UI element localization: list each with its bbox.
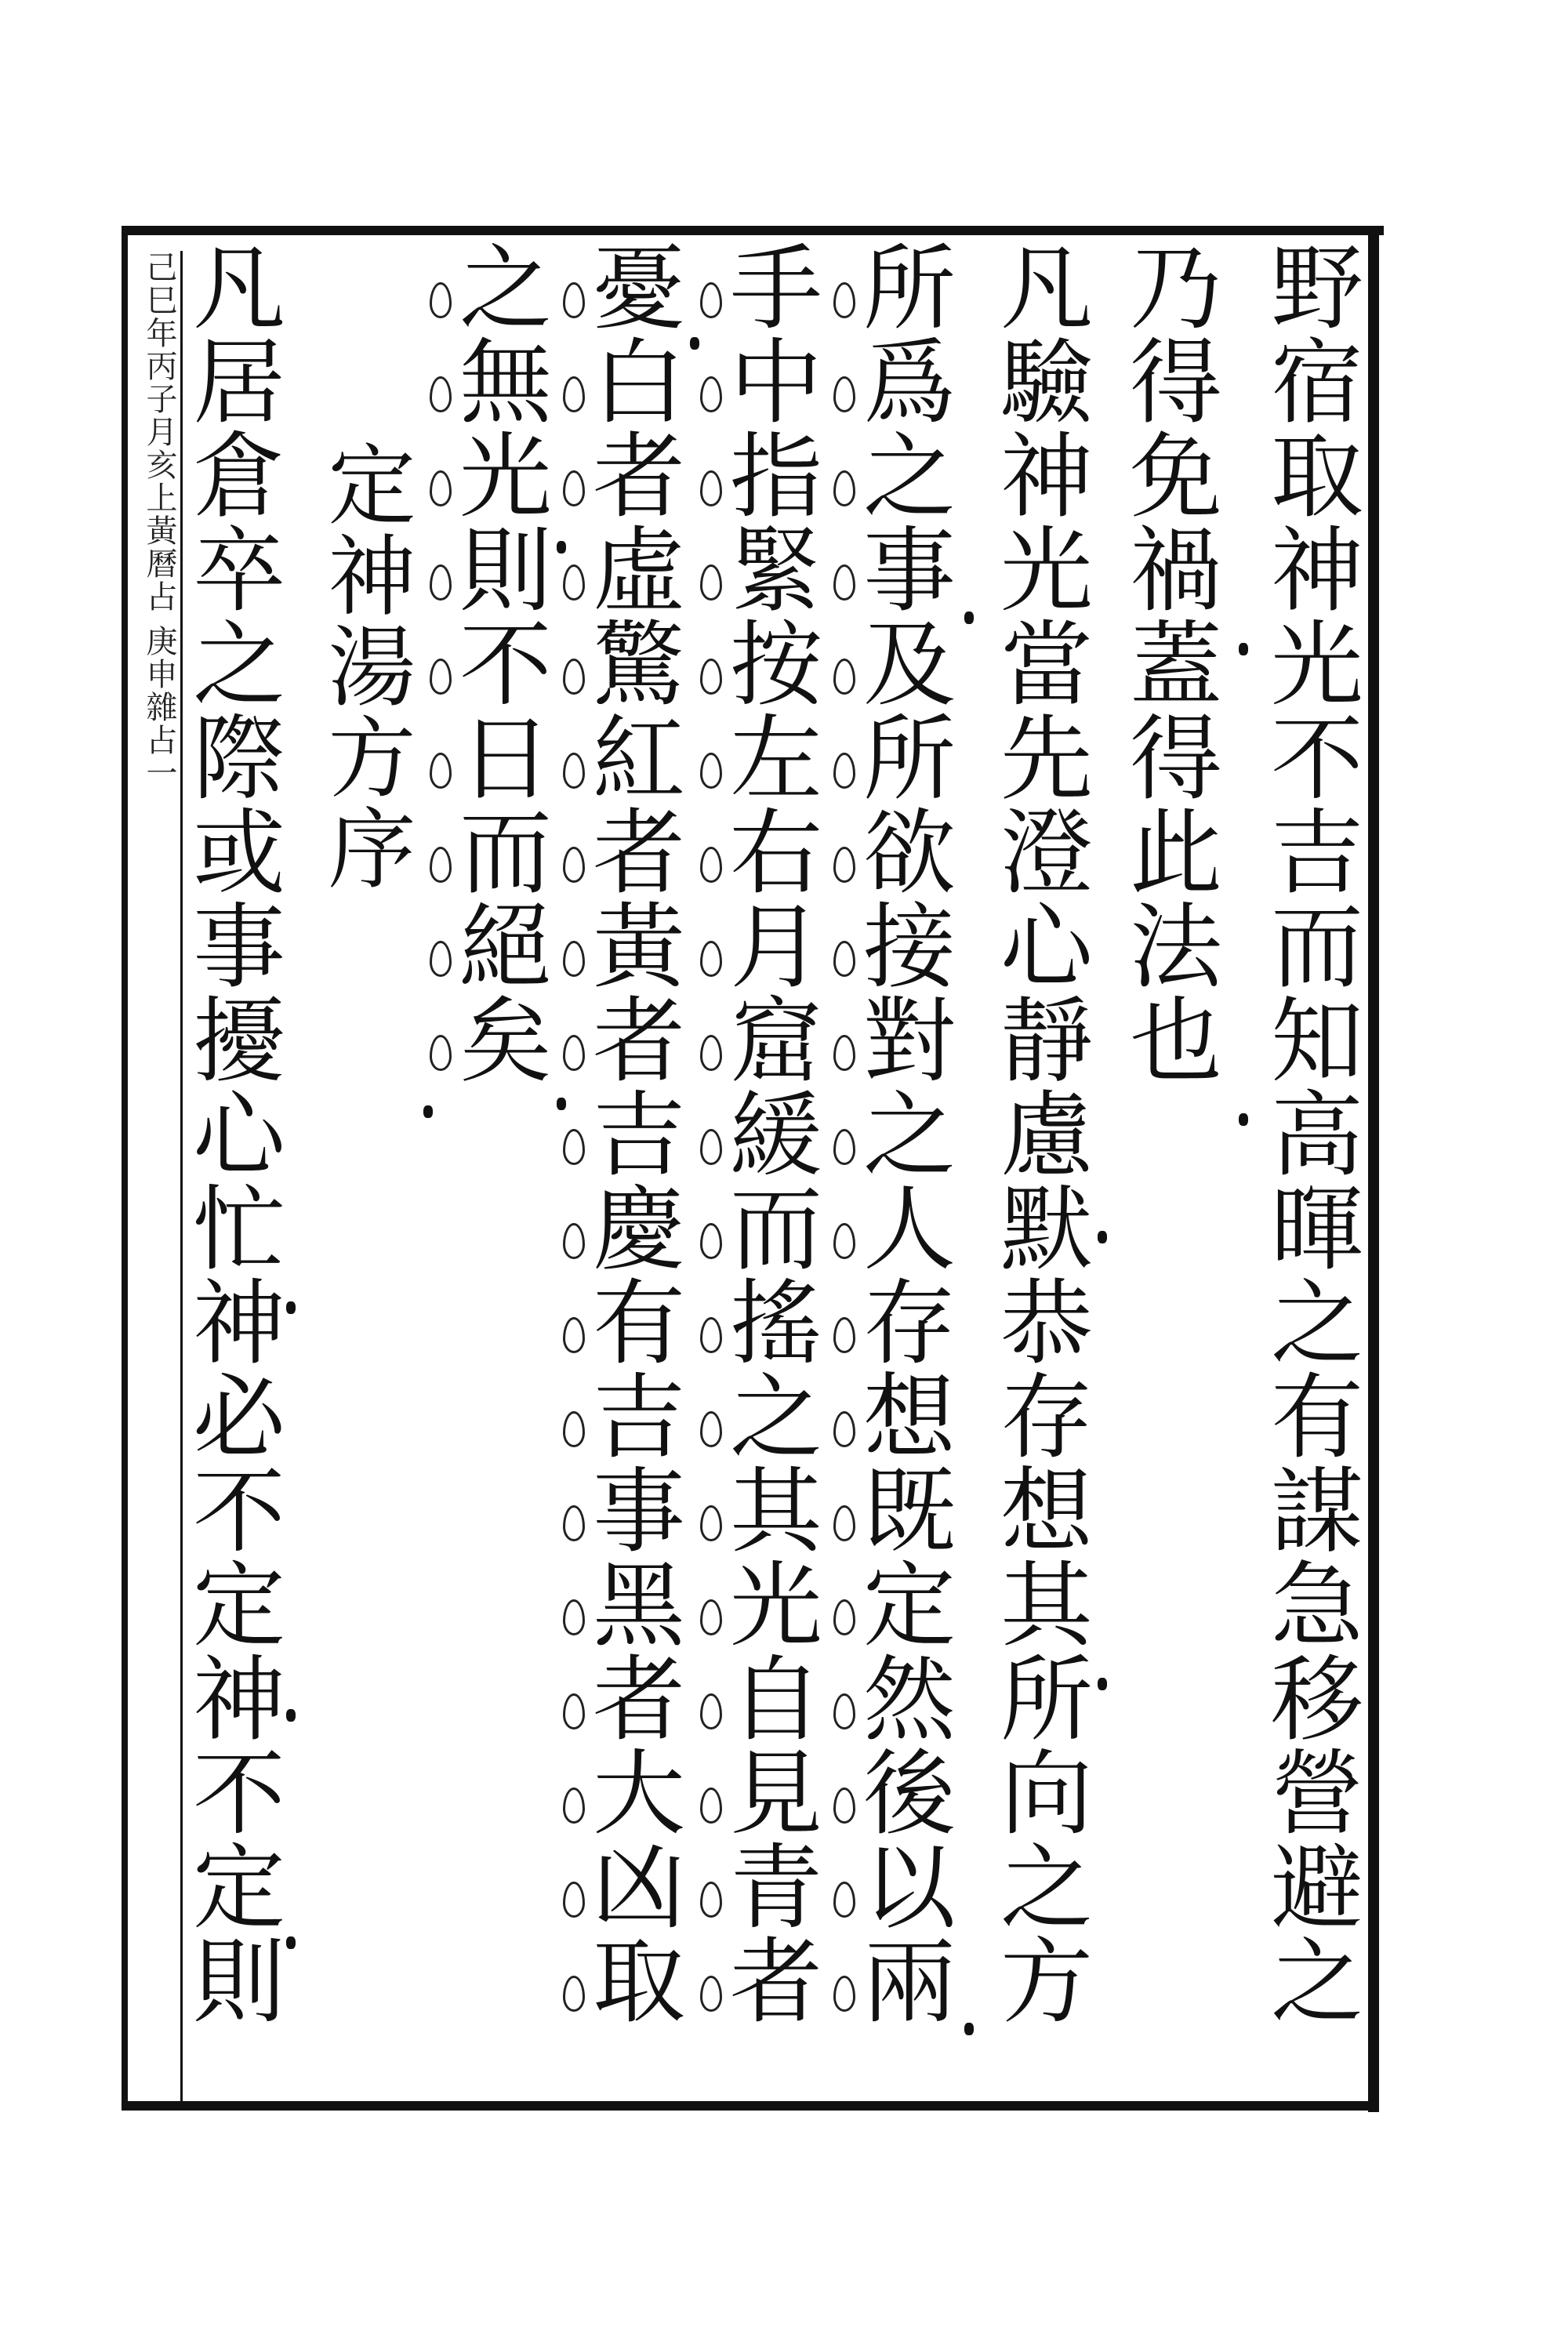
reading-mark xyxy=(430,941,452,977)
pause-dot xyxy=(286,1936,296,1949)
pause-dot xyxy=(1098,1678,1107,1690)
reading-mark xyxy=(563,1599,585,1635)
reading-mark xyxy=(430,282,452,318)
reading-mark xyxy=(700,564,722,601)
text-column-7: 之無光則不日而絕矣 xyxy=(444,239,552,1086)
reading-mark xyxy=(833,1035,855,1071)
text-column-2: 乃得免禍蓋得此法也 xyxy=(1114,239,1222,1086)
reading-mark xyxy=(700,1223,722,1259)
reading-mark xyxy=(833,564,855,601)
reading-marks-column-7 xyxy=(423,267,455,1145)
reading-mark xyxy=(833,1317,855,1353)
reading-mark xyxy=(700,282,722,318)
text-column-6: 憂白者虛驚紅者黃者吉慶有吉事黑者大凶取 xyxy=(577,239,685,2027)
reading-mark xyxy=(563,1317,585,1353)
pause-dot xyxy=(1098,1231,1107,1243)
reading-mark xyxy=(700,1035,722,1071)
pause-dot xyxy=(1368,1599,1377,1612)
reading-mark xyxy=(700,1599,722,1635)
section-title: 定神湯方序 xyxy=(314,439,416,894)
text-column-1: 野宿取神光不吉而知高暉之有謀急移營避之 xyxy=(1255,239,1363,2027)
reading-mark xyxy=(833,282,855,318)
reading-mark xyxy=(430,659,452,695)
reading-mark xyxy=(833,376,855,412)
text-column-3: 凡驗神光當先澄心靜慮默恭存想其所向之方 xyxy=(985,239,1093,2027)
frame-right-border xyxy=(1368,226,1379,2112)
reading-mark xyxy=(563,847,585,883)
reading-mark xyxy=(833,470,855,506)
pause-dot xyxy=(286,1301,296,1314)
pause-dot xyxy=(964,612,974,624)
reading-mark xyxy=(430,376,452,412)
reading-marks-column-6 xyxy=(557,267,588,2085)
reading-marks-column-5 xyxy=(694,267,725,2085)
reading-mark xyxy=(833,1976,855,2012)
reading-mark xyxy=(430,1035,452,1071)
reading-mark xyxy=(563,282,585,318)
text-column-8: 凡居倉卒之際或事擾心忙神必不定神不定則 xyxy=(177,239,285,2027)
reading-mark xyxy=(700,941,722,977)
reading-mark xyxy=(430,847,452,883)
pause-dot xyxy=(690,337,699,350)
reading-mark xyxy=(700,847,722,883)
reading-mark xyxy=(563,1788,585,1824)
reading-mark xyxy=(430,564,452,601)
reading-mark xyxy=(563,1035,585,1071)
frame-top-border xyxy=(122,226,1384,235)
reading-mark xyxy=(833,1882,855,1918)
reading-mark xyxy=(833,941,855,977)
reading-mark xyxy=(833,1599,855,1635)
reading-mark xyxy=(700,659,722,695)
reading-mark xyxy=(563,941,585,977)
reading-mark xyxy=(430,753,452,789)
pause-dot xyxy=(1239,643,1248,655)
reading-mark xyxy=(563,753,585,789)
reading-mark xyxy=(563,564,585,601)
reading-mark xyxy=(700,1788,722,1824)
reading-marks-column-4 xyxy=(827,267,858,2085)
margin-text: 己巳年丙子月亥上黃曆占 庚申雜占一 xyxy=(141,251,177,789)
reading-mark xyxy=(700,1129,722,1165)
reading-mark xyxy=(700,1411,722,1447)
frame-bottom-border xyxy=(122,2101,1379,2111)
reading-mark xyxy=(563,1976,585,2012)
reading-mark xyxy=(833,1411,855,1447)
reading-mark xyxy=(563,470,585,506)
reading-mark xyxy=(700,1505,722,1541)
reading-mark xyxy=(563,1223,585,1259)
reading-mark xyxy=(833,847,855,883)
pause-dot xyxy=(964,2023,974,2035)
reading-mark xyxy=(700,1693,722,1730)
text-column-4: 所爲之事及所欲接對之人存想既定然後以兩 xyxy=(848,239,956,2027)
reading-mark xyxy=(563,659,585,695)
reading-mark xyxy=(563,1882,585,1918)
pause-dot xyxy=(1239,1113,1248,1126)
reading-mark xyxy=(700,753,722,789)
reading-mark xyxy=(700,376,722,412)
reading-mark xyxy=(563,1411,585,1447)
reading-mark xyxy=(563,1505,585,1541)
pause-dot xyxy=(1368,909,1377,922)
reading-mark xyxy=(430,470,452,506)
pause-dot xyxy=(557,541,566,554)
reading-mark xyxy=(563,1693,585,1730)
pause-dot xyxy=(423,1105,433,1118)
frame-left-border xyxy=(122,226,128,2111)
reading-mark xyxy=(833,753,855,789)
reading-mark xyxy=(700,1976,722,2012)
reading-mark xyxy=(833,1788,855,1824)
reading-mark xyxy=(833,1223,855,1259)
reading-mark xyxy=(833,1505,855,1541)
pause-dot xyxy=(557,1098,566,1110)
pause-dot xyxy=(1368,298,1377,310)
pause-dot xyxy=(286,1709,296,1722)
text-column-5: 手中指緊按左右月窟緩而搖之其光自見青者 xyxy=(714,239,822,2027)
reading-mark xyxy=(833,659,855,695)
reading-mark xyxy=(700,1882,722,1918)
reading-mark xyxy=(700,470,722,506)
reading-mark xyxy=(563,376,585,412)
reading-mark xyxy=(563,1129,585,1165)
reading-mark xyxy=(700,1317,722,1353)
reading-mark xyxy=(833,1129,855,1165)
reading-mark xyxy=(833,1693,855,1730)
